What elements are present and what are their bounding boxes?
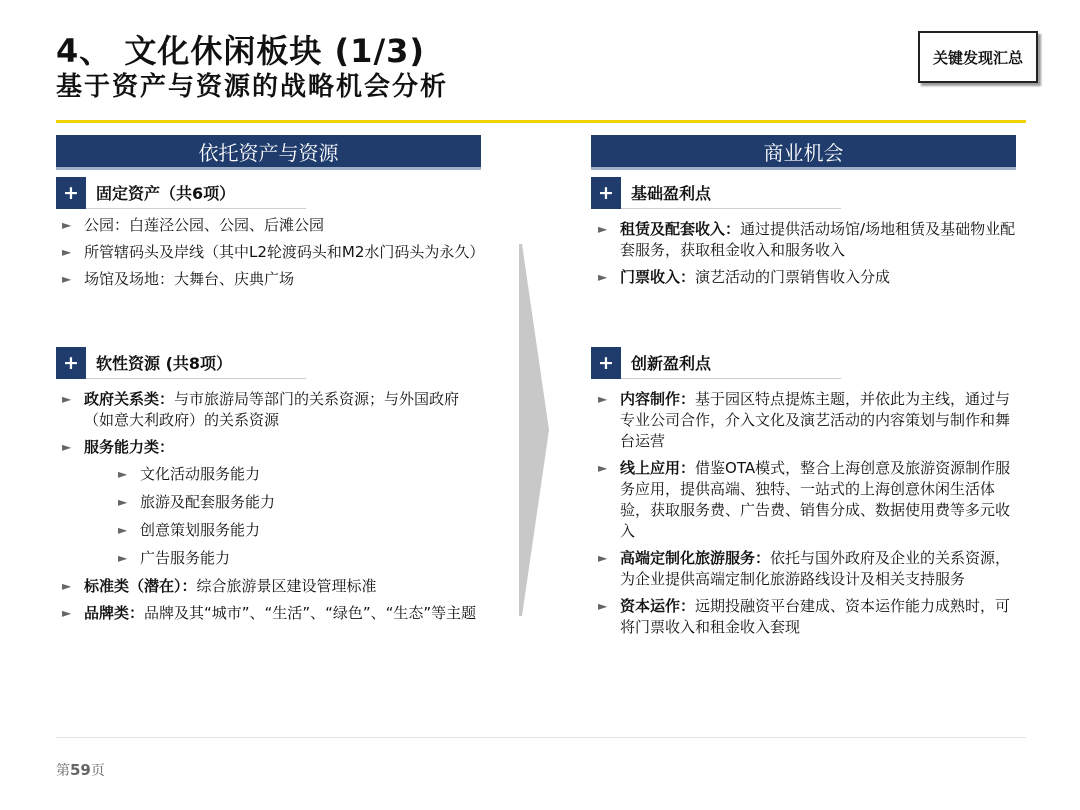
page-number-value: 59 (70, 761, 91, 779)
list-item-text: 依托与国外政府及企业的关系资源，为企业提供高端定制化旅游路线设计及相关支持服务 (620, 549, 1011, 588)
left-column-header: 依托资产与资源 (56, 135, 481, 170)
triangle-right-icon: ► (598, 461, 608, 475)
triangle-right-icon: ► (62, 579, 72, 593)
list-item (116, 548, 480, 569)
innovative-profit-title: 创新盈利点 (621, 347, 841, 379)
page-prefix: 第 (56, 763, 70, 779)
page-title: 4、 文化休闲板块 (1/3) (56, 32, 426, 70)
soft-resources-title: 软性资源 (共8项） (86, 347, 306, 379)
triangle-right-icon: ► (62, 440, 72, 454)
fixed-assets-title: 固定资产（共6项） (86, 177, 306, 209)
list-item-text: 演艺活动的门票销售收入分成 (695, 268, 891, 286)
innovative-profit-list (596, 389, 1016, 644)
list-item-heading: 线上应用： (620, 459, 696, 477)
list-item-heading: 租赁及配套收入： (620, 220, 741, 238)
key-findings-summary-button[interactable]: 关键发现汇总 (918, 31, 1038, 83)
list-item-text: 远期投融资平台建成、资本运作能力成熟时，可将门票收入和租金收入套现 (620, 597, 1011, 636)
list-item (60, 603, 480, 624)
triangle-right-icon: ► (118, 495, 128, 509)
sub-item-text: 旅游及配套服务能力 (140, 493, 276, 511)
list-item-text: 通过提供活动场馆/场地租赁及基础物业配套服务，获取租金收入和服务收入 (620, 220, 1016, 259)
plus-icon: + (591, 177, 621, 209)
list-item (596, 596, 1016, 638)
list-item-heading: 品牌类： (84, 604, 145, 622)
list-item-heading: 内容制作： (620, 390, 696, 408)
list-item (116, 464, 480, 485)
triangle-right-icon: ► (62, 272, 72, 286)
triangle-right-icon: ► (598, 270, 608, 284)
triangle-right-icon: ► (62, 218, 72, 232)
list-item (596, 389, 1016, 452)
triangle-right-icon: ► (118, 523, 128, 537)
fixed-assets-section-header (56, 177, 306, 209)
list-item-text: 所管辖码头及岸线（其中L2轮渡码头和M2水门码头为永久） (84, 243, 485, 261)
page-number (56, 760, 105, 780)
triangle-right-icon: ► (598, 392, 608, 406)
basic-profit-section-header (591, 177, 841, 209)
list-item (116, 520, 480, 541)
list-item-text: 与市旅游局等部门的关系资源；与外国政府（如意大利政府）的关系资源 (84, 390, 460, 429)
list-item (60, 215, 480, 236)
list-item (60, 389, 480, 431)
list-item (596, 219, 1016, 261)
title-divider (56, 120, 1026, 123)
right-column-header: 商业机会 (591, 135, 1016, 170)
list-item-text: 公园：白莲泾公园、公园、后滩公园 (84, 216, 325, 234)
plus-icon: + (56, 347, 86, 379)
innovative-profit-section-header (591, 347, 841, 379)
list-item (116, 492, 480, 513)
plus-icon: + (591, 347, 621, 379)
list-item-heading: 资本运作： (620, 597, 696, 615)
sub-item-text: 广告服务能力 (140, 549, 231, 567)
plus-icon: + (56, 177, 86, 209)
footer-divider (56, 737, 1026, 738)
list-item (60, 242, 485, 263)
basic-profit-list (596, 219, 1016, 294)
basic-profit-title: 基础盈利点 (621, 177, 841, 209)
triangle-right-icon: ► (598, 599, 608, 613)
list-item (60, 576, 480, 597)
triangle-right-icon: ► (118, 551, 128, 565)
sub-item-text: 文化活动服务能力 (140, 465, 261, 483)
triangle-right-icon: ► (598, 222, 608, 236)
fixed-assets-list (60, 215, 485, 296)
triangle-right-icon: ► (598, 551, 608, 565)
list-item-text: 综合旅游景区建设管理标准 (196, 577, 377, 595)
list-item-heading: 服务能力类： (84, 438, 175, 456)
list-item-text: 品牌及其“城市”、“生活”、“绿色”、“生态”等主题 (144, 604, 477, 622)
list-item-heading: 政府关系类： (84, 390, 175, 408)
list-item (596, 458, 1016, 542)
list-item-heading: 高端定制化旅游服务： (620, 549, 771, 567)
list-item (60, 437, 480, 458)
page-suffix: 页 (90, 763, 105, 779)
sub-item-text: 创意策划服务能力 (140, 521, 261, 539)
triangle-right-icon: ► (62, 392, 72, 406)
soft-resources-list (60, 389, 480, 630)
chevron-arrow-icon (519, 244, 551, 616)
list-item-heading: 标准类（潜在）： (84, 577, 197, 595)
page-subtitle: 基于资产与资源的战略机会分析 (56, 72, 449, 102)
triangle-right-icon: ► (118, 467, 128, 481)
list-item (596, 267, 1016, 288)
triangle-right-icon: ► (62, 245, 72, 259)
list-item (60, 269, 480, 290)
soft-resources-section-header (56, 347, 306, 379)
triangle-right-icon: ► (62, 606, 72, 620)
list-item-text: 场馆及场地：大舞台、庆典广场 (84, 270, 295, 288)
list-item-heading: 门票收入： (620, 268, 696, 286)
list-item-text: 借鉴OTA模式，整合上海创意及旅游资源制作服务应用，提供高端、独特、一站式的上海创意休闲生活体验，获取服务费、广告费、销售分成、数据使用费等多元收入 (620, 459, 1011, 540)
list-item (596, 548, 1016, 590)
list-item-text: 基于园区特点提炼主题，并依此为主线，通过与专业公司合作，介入文化及演艺活动的内容策划与制作和舞台运营 (620, 390, 1011, 450)
